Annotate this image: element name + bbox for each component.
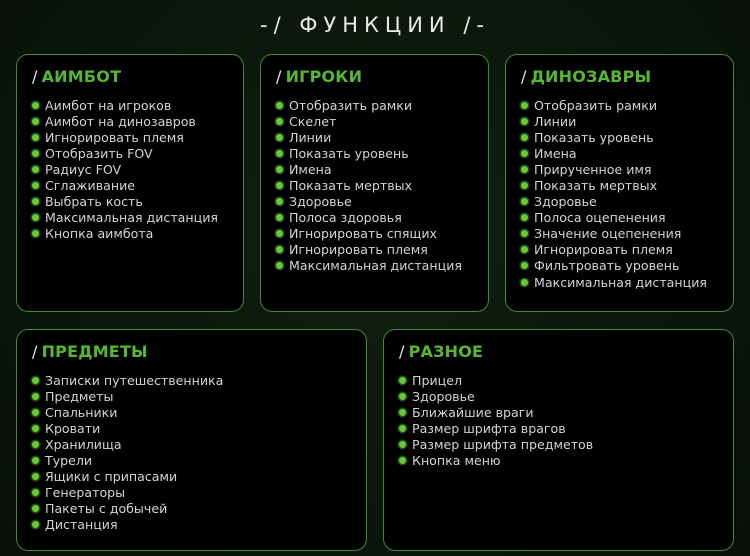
bullet-icon	[521, 134, 528, 141]
feature-item[interactable]	[521, 97, 733, 113]
feature-item[interactable]	[32, 226, 243, 242]
feature-label: Дистанция	[45, 517, 118, 533]
panel-title	[276, 67, 488, 86]
aimbot-panel	[16, 54, 244, 312]
feature-label: Игнорировать племя	[289, 242, 428, 258]
feature-item[interactable]	[521, 129, 733, 145]
bullet-icon	[276, 182, 283, 189]
feature-item[interactable]	[521, 274, 733, 290]
feature-item[interactable]	[32, 436, 366, 452]
feature-label: Полоса здоровья	[289, 210, 402, 226]
feature-item[interactable]	[521, 177, 733, 193]
feature-label: Кнопка меню	[412, 453, 501, 469]
feature-label: Значение оцепенения	[534, 226, 682, 242]
bullet-icon	[399, 441, 406, 448]
feature-item[interactable]	[32, 388, 366, 404]
feature-label: Отобразить FOV	[45, 145, 153, 161]
title-slash: /	[399, 342, 405, 361]
feature-label: Показать уровень	[289, 145, 409, 161]
feature-item[interactable]	[32, 145, 243, 161]
dinosaurs-panel	[505, 54, 734, 312]
feature-item[interactable]	[521, 161, 733, 177]
feature-label: Фильтровать уровень	[534, 258, 680, 274]
feature-item[interactable]	[32, 517, 366, 533]
feature-label: Аимбот на игроков	[45, 97, 172, 113]
bullet-icon	[521, 118, 528, 125]
panel-title	[32, 342, 366, 361]
bullet-icon	[276, 230, 283, 237]
bullet-icon	[521, 279, 528, 286]
feature-list	[276, 97, 488, 274]
feature-label: Аимбот на динозавров	[45, 113, 196, 129]
feature-item[interactable]	[521, 194, 733, 210]
bullet-icon	[32, 521, 39, 528]
page-title: -/ ФУНКЦИИ /-	[260, 13, 490, 37]
feature-item[interactable]	[276, 97, 488, 113]
feature-item[interactable]	[276, 242, 488, 258]
panel-title-text: ПРЕДМЕТЫ	[41, 342, 148, 361]
bullet-icon	[32, 457, 39, 464]
feature-label: Прирученное имя	[534, 161, 652, 177]
feature-item[interactable]	[399, 388, 733, 404]
feature-item[interactable]	[32, 469, 366, 485]
feature-item[interactable]	[32, 501, 366, 517]
feature-item[interactable]	[32, 404, 366, 420]
feature-item[interactable]	[276, 194, 488, 210]
feature-label: Имена	[289, 161, 332, 177]
bullet-icon	[32, 150, 39, 157]
feature-label: Показать мертвых	[534, 178, 658, 194]
bullet-icon	[521, 102, 528, 109]
feature-item[interactable]	[399, 452, 733, 468]
bullet-icon	[276, 102, 283, 109]
feature-item[interactable]	[521, 242, 733, 258]
bullet-icon	[399, 409, 406, 416]
feature-item[interactable]	[32, 210, 243, 226]
feature-label: Записки путешественника	[45, 372, 224, 388]
bullet-icon	[399, 425, 406, 432]
bullet-icon	[32, 441, 39, 448]
feature-item[interactable]	[32, 485, 366, 501]
bullet-icon	[521, 230, 528, 237]
feature-label: Имена	[534, 145, 577, 161]
bullet-icon	[32, 198, 39, 205]
feature-item[interactable]	[276, 145, 488, 161]
bullet-icon	[521, 214, 528, 221]
panel-title-text: РАЗНОЕ	[408, 342, 484, 361]
bullet-icon	[32, 134, 39, 141]
feature-label: Здоровье	[289, 194, 352, 210]
players-panel	[260, 54, 489, 312]
bullet-icon	[276, 198, 283, 205]
feature-label: Здоровье	[412, 388, 475, 404]
bullet-icon	[521, 262, 528, 269]
feature-label: Предметы	[45, 388, 114, 404]
feature-label: Хранилища	[45, 436, 122, 452]
title-slash: /	[32, 342, 38, 361]
bullet-icon	[32, 409, 39, 416]
feature-item[interactable]	[32, 194, 243, 210]
items-panel	[16, 329, 367, 551]
feature-item[interactable]	[399, 372, 733, 388]
panel-title	[399, 342, 733, 361]
bullet-icon	[32, 182, 39, 189]
feature-item[interactable]	[32, 452, 366, 468]
feature-label: Полоса оцепенения	[534, 210, 666, 226]
feature-label: Игнорировать племя	[534, 242, 673, 258]
panel-title-text: ИГРОКИ	[285, 67, 363, 86]
title-slash: /	[276, 67, 282, 86]
bullet-icon	[276, 262, 283, 269]
feature-item[interactable]	[521, 210, 733, 226]
feature-label: Показать мертвых	[289, 178, 413, 194]
bullet-icon	[32, 102, 39, 109]
bullet-icon	[399, 393, 406, 400]
feature-label: Максимальная дистанция	[289, 258, 462, 274]
bullet-icon	[521, 166, 528, 173]
bullet-icon	[32, 118, 39, 125]
bullet-icon	[399, 377, 406, 384]
feature-item[interactable]	[521, 258, 733, 274]
feature-item[interactable]	[32, 420, 366, 436]
bullet-icon	[32, 489, 39, 496]
panel-title	[521, 67, 733, 86]
bullet-icon	[521, 198, 528, 205]
feature-label: Кровати	[45, 420, 101, 436]
feature-label: Турели	[45, 453, 93, 469]
feature-item[interactable]	[32, 177, 243, 193]
feature-item[interactable]	[32, 161, 243, 177]
misc-panel	[383, 329, 734, 551]
feature-label: Размер шрифта предметов	[412, 436, 594, 452]
feature-label: Ближайшие враги	[412, 404, 534, 420]
bullet-icon	[521, 246, 528, 253]
bullet-icon	[276, 214, 283, 221]
feature-item[interactable]	[521, 145, 733, 161]
feature-item[interactable]	[32, 372, 366, 388]
feature-list	[32, 372, 366, 533]
feature-label: Показать уровень	[534, 129, 654, 145]
feature-item[interactable]	[521, 226, 733, 242]
feature-list	[399, 372, 733, 469]
feature-item[interactable]	[276, 161, 488, 177]
feature-label: Генераторы	[45, 485, 126, 501]
feature-item[interactable]	[399, 404, 733, 420]
feature-list	[521, 97, 733, 290]
bullet-icon	[276, 150, 283, 157]
feature-label: Скелет	[289, 113, 337, 129]
feature-item[interactable]	[276, 258, 488, 274]
title-slash: /	[32, 67, 38, 86]
bullet-icon	[32, 377, 39, 384]
feature-list	[32, 97, 243, 242]
feature-label: Сглаживание	[45, 178, 136, 194]
bullet-icon	[32, 425, 39, 432]
feature-item[interactable]	[399, 420, 733, 436]
feature-label: Максимальная дистанция	[45, 210, 218, 226]
bullet-icon	[276, 134, 283, 141]
feature-item[interactable]	[32, 97, 243, 113]
feature-label: Спальники	[45, 404, 118, 420]
feature-label: Здоровье	[534, 194, 597, 210]
feature-item[interactable]	[276, 113, 488, 129]
bullet-icon	[32, 505, 39, 512]
title-slash: /	[521, 67, 527, 86]
feature-label: Максимальная дистанция	[534, 274, 707, 290]
feature-label: Отобразить рамки	[289, 97, 413, 113]
bullet-icon	[32, 230, 39, 237]
feature-label: Пакеты с добычей	[45, 501, 168, 517]
bullet-icon	[521, 182, 528, 189]
feature-item[interactable]	[276, 129, 488, 145]
bullet-icon	[32, 166, 39, 173]
bullet-icon	[399, 457, 406, 464]
panel-title	[32, 67, 243, 86]
feature-label: Размер шрифта врагов	[412, 420, 566, 436]
bullet-icon	[32, 473, 39, 480]
feature-label: Линии	[534, 113, 577, 129]
bullet-icon	[521, 150, 528, 157]
feature-item[interactable]	[276, 226, 488, 242]
bullet-icon	[32, 214, 39, 221]
feature-label: Игнорировать спящих	[289, 226, 437, 242]
bullet-icon	[276, 118, 283, 125]
feature-label: Отобразить рамки	[534, 97, 658, 113]
feature-item[interactable]	[32, 113, 243, 129]
feature-item[interactable]	[399, 436, 733, 452]
bullet-icon	[276, 166, 283, 173]
feature-item[interactable]	[276, 177, 488, 193]
feature-label: Выбрать кость	[45, 194, 143, 210]
feature-label: Радиус FOV	[45, 161, 122, 177]
feature-item[interactable]	[521, 113, 733, 129]
feature-label: Ящики с припасами	[45, 469, 178, 485]
feature-label: Кнопка аимбота	[45, 226, 154, 242]
feature-label: Игнорировать племя	[45, 129, 184, 145]
panel-title-text: ДИНОЗАВРЫ	[530, 67, 652, 86]
bullet-icon	[32, 393, 39, 400]
feature-label: Прицел	[412, 372, 463, 388]
feature-item[interactable]	[32, 129, 243, 145]
panel-title-text: АИМБОТ	[41, 67, 122, 86]
bullet-icon	[276, 246, 283, 253]
feature-item[interactable]	[276, 210, 488, 226]
feature-label: Линии	[289, 129, 332, 145]
